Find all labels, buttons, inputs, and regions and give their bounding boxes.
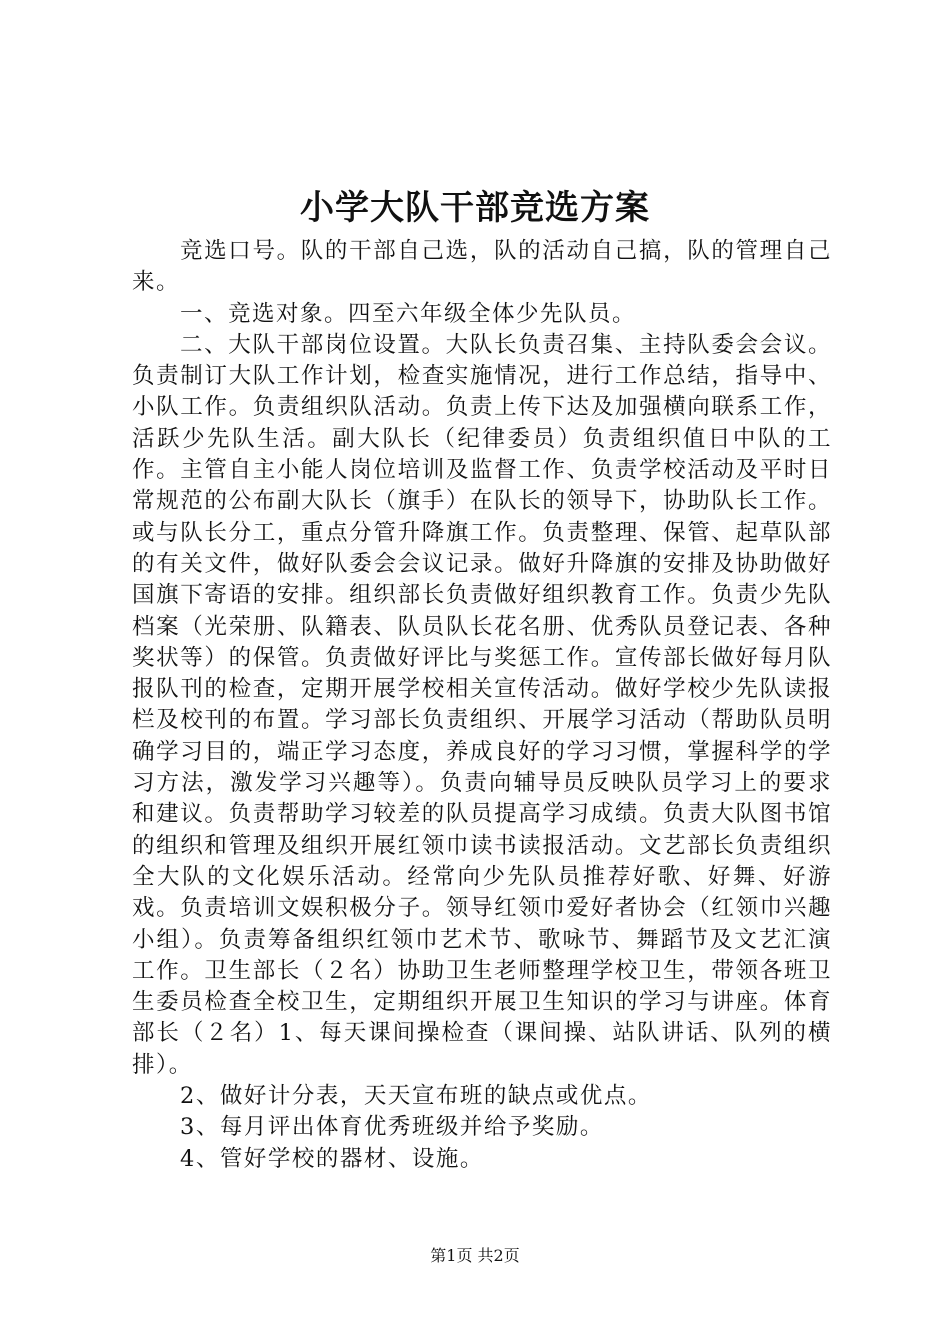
paragraph-item-2: 2、做好计分表，天天宣布班的缺点或优点。 bbox=[180, 1083, 652, 1110]
page-footer bbox=[0, 1244, 950, 1268]
document-title: 小学大队干部竞选方案 bbox=[300, 188, 650, 228]
page-total: 共2页 bbox=[477, 1246, 520, 1265]
paragraph-candidates: 一、竞选对象。四至六年级全体少先队员。 bbox=[180, 300, 637, 327]
paragraph-item-3: 3、每月评出体育优秀班级并给予奖励。 bbox=[180, 1114, 604, 1141]
paragraph-item-4: 4、管好学校的器材、设施。 bbox=[180, 1145, 484, 1172]
paragraph-positions: 二、大队干部岗位设置。大队长负责召集、主持队委会会议。负责制订大队工作计划，检查实施情况，进行工作总结，指导中、小队工作。负责组织队活动。负责上传下达及加强横向联系工作，活跃少先队生活。副大队长（纪律委员）负责组织值日中队的工作。主管自主小能人岗位培训及监督工作、负责学校活动及平时日常规范的公布副大队长（旗手）在队长的领导下，协助队长工作。或与队长分工，重点分管升降旗工作。负责整理、保管、起草队部的有关文件，做好队委会会议记录。做好升降旗的安排及协助做好国旗下寄语的安排。组织部长负责做好组织教育工作。负责少先队档案（光荣册、队籍表、队员队长花名册、优秀队员登记表、各种奖状等）的保管。负责做好评比与奖惩工作。宣传部长做好每月队报队刊的检查，定期开展学校相关宣传活动。做好学校少先队读报栏及校刊的布置。学习部长负责组织、开展学习活动（帮助队员明确学习目的，端正学习态度，养成良好的学习习惯，掌握科学的学习方法，激发学习兴趣等）。负责向辅导员反映队员学习上的要求和建议。负责帮助学习较差的队员提高学习成绩。负责大队图书馆的组织和管理及组织开展红领巾读书读报活动。文艺部长负责组织全大队的文化娱乐活动。经常向少先队员推荐好歌、好舞、好游戏。负责培训文娱积极分子。领导红领巾爱好者协会（红领巾兴趣小组）。负责筹备组织红领巾艺术节、歌咏节、舞蹈节及文艺汇演工作。卫生部长（２名）协助卫生老师整理学校卫生，带领各班卫生委员检查全校卫生，定期组织开展卫生知识的学习与讲座。体育部长（２名）1、每天课间操检查（课间操、站队讲话、队列的横排）。 bbox=[132, 331, 832, 1078]
page-number: 第1页 bbox=[430, 1246, 473, 1265]
paragraph-slogan: 竞选口号。队的干部自己选，队的活动自己搞，队的管理自己来。 bbox=[132, 238, 832, 296]
document-body bbox=[132, 236, 832, 1175]
